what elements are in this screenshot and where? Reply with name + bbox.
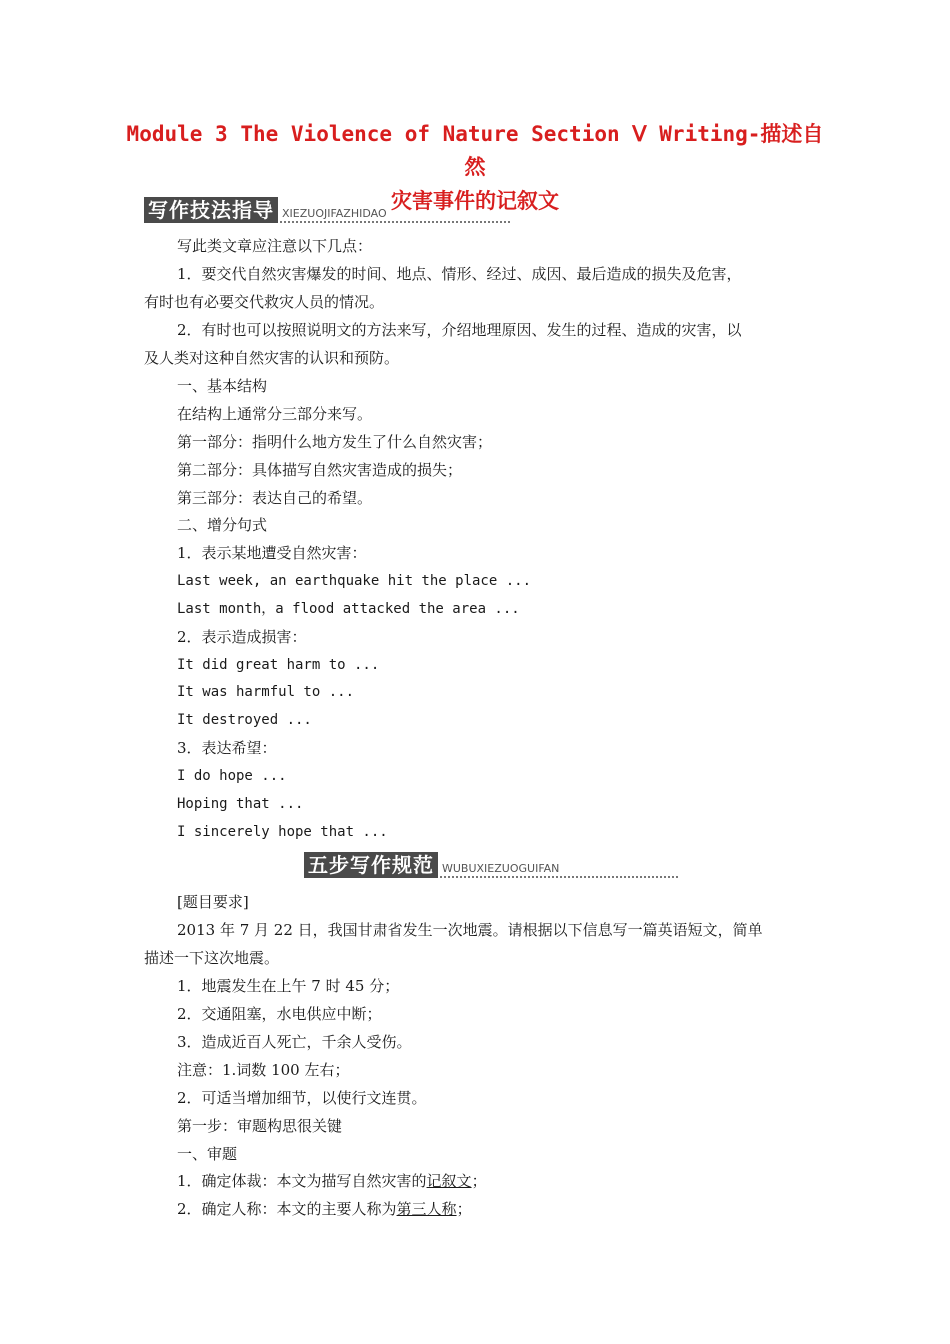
pattern-example-4: It was harmful to ...	[177, 684, 355, 700]
guide-point-2b: 及人类对这种自然灾害的认识和预防。	[144, 349, 400, 367]
section-banner-writing-guide	[144, 197, 510, 223]
pattern-example-2: Last month，a flood attacked the area ...	[177, 601, 520, 617]
pattern-example-6: I do hope ...	[177, 768, 287, 784]
pattern-example-7: Hoping that ...	[177, 796, 304, 812]
guide-point-1a: 1．要交代自然灾害爆发的时间、地点、情形、经过、成因、最后造成的损失及危害，	[177, 265, 742, 283]
task-info-1: 1．地震发生在上午 7 时 45 分；	[177, 977, 400, 995]
analysis-genre-answer: 记叙文	[426, 1172, 472, 1190]
banner-label: 写作技法指导	[144, 197, 278, 223]
task-info-3: 3．造成近百人死亡，千余人受伤。	[177, 1033, 412, 1051]
task-note-1: 注意：1.词数 100 左右；	[177, 1061, 350, 1079]
analysis-person-end: ；	[456, 1200, 472, 1218]
analysis-person	[177, 1199, 472, 1219]
banner-label: 五步写作规范	[304, 852, 438, 878]
section-banner-five-steps	[304, 852, 678, 878]
guide-intro: 写此类文章应注意以下几点：	[177, 237, 373, 255]
structure-line-3: 第二部分：具体描写自然灾害造成的损失；	[177, 461, 463, 479]
pattern-group-2-heading: 2．表示造成损害：	[177, 628, 307, 646]
pattern-group-1-heading: 1．表示某地遭受自然灾害：	[177, 544, 367, 562]
pattern-example-5: It destroyed ...	[177, 712, 312, 728]
task-info-2: 2．交通阻塞，水电供应中断；	[177, 1005, 382, 1023]
analysis-genre-end: ；	[471, 1172, 487, 1190]
task-prompt-a: 2013 年 7 月 22 日，我国甘肃省发生一次地震。请根据以下信息写一篇英语短文，简单	[177, 921, 763, 939]
pattern-example-8: I sincerely hope that ...	[177, 824, 388, 840]
analysis-heading: 一、审题	[177, 1145, 238, 1163]
structure-line-4: 第三部分：表达自己的希望。	[177, 489, 373, 507]
sentence-patterns-heading: 二、增分句式	[177, 516, 268, 534]
analysis-person-answer: 第三人称	[396, 1200, 457, 1218]
banner-pinyin: XIEZUOJIFAZHIDAO	[280, 207, 510, 223]
task-note-2: 2．可适当增加细节，以使行文连贯。	[177, 1089, 427, 1107]
analysis-genre-text: 1．确定体裁：本文为描写自然灾害的	[177, 1172, 427, 1190]
analysis-genre	[177, 1171, 487, 1191]
task-prompt-b: 描述一下这次地震。	[144, 949, 280, 967]
title-line-2: 灾害事件的记叙文	[391, 188, 559, 213]
task-requirements-heading: [题目要求]	[177, 893, 249, 911]
structure-line-1: 在结构上通常分三部分来写。	[177, 405, 373, 423]
analysis-person-text: 2．确定人称：本文的主要人称为	[177, 1200, 397, 1218]
structure-line-2: 第一部分：指明什么地方发生了什么自然灾害；	[177, 433, 493, 451]
structure-heading: 一、基本结构	[177, 377, 268, 395]
guide-point-2a: 2．有时也可以按照说明文的方法来写，介绍地理原因、发生的过程、造成的灾害，以	[177, 321, 742, 339]
pattern-example-3: It did great harm to ...	[177, 657, 380, 673]
banner-pinyin: WUBUXIEZUOGUIFAN	[440, 862, 678, 878]
step-1-heading: 第一步：审题构思很关键	[177, 1117, 343, 1135]
pattern-example-1: Last week, an earthquake hit the place ...	[177, 573, 532, 589]
title-line-1: Module 3 The Violence of Nature Section Ⅴ Writing-描述自然	[126, 122, 824, 179]
pattern-group-3-heading: 3．表达希望：	[177, 739, 277, 757]
guide-point-1b: 有时也有必要交代救灾人员的情况。	[144, 293, 385, 311]
